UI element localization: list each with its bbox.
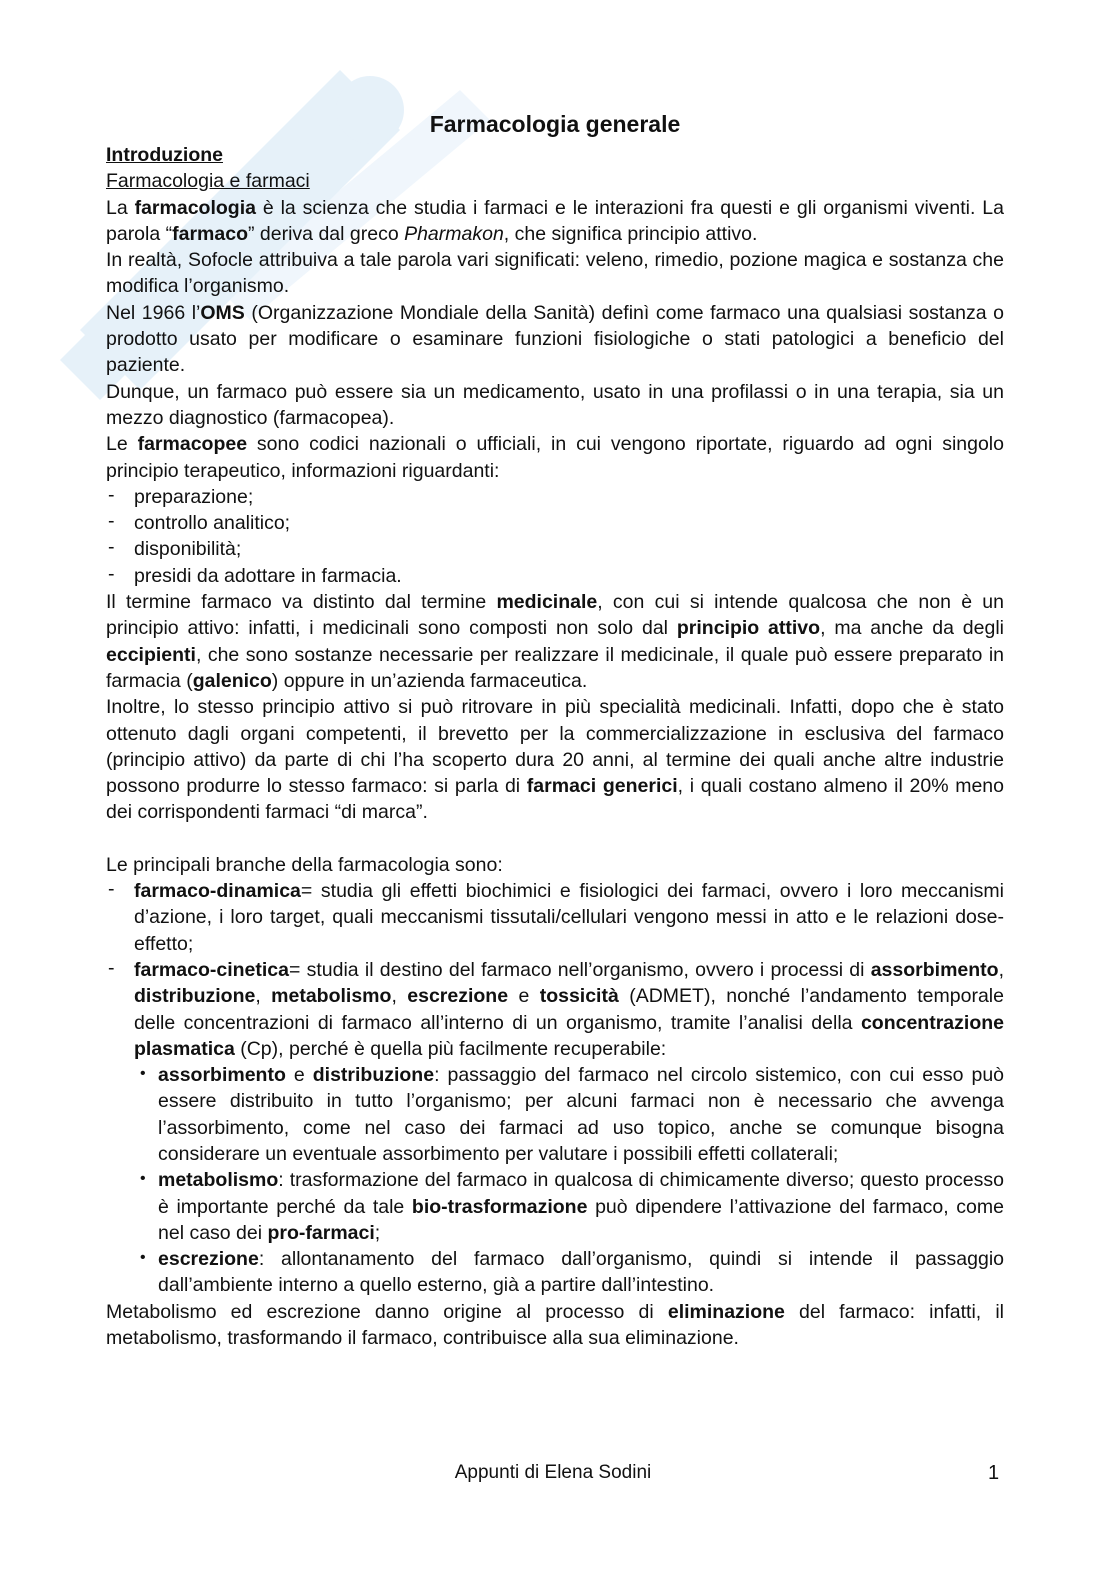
- admet-metabolismo: • metabolismo: trasformazione del farmaco in qualcosa di chimicamente diverso; questo processo è importante perché da tale bio-trasformazione può dipendere l’attivazione del farmaco, come nel caso dei pro-farmaci;: [134, 1167, 1004, 1246]
- section-heading: Introduzione: [106, 144, 223, 166]
- paragraph-sofocle: In realtà, Sofocle attribuiva a tale parola vari significati: veleno, rimedio, pozione magica e sostanza che modifica l’organismo.: [106, 249, 1004, 298]
- admet-escrezione: • escrezione: allontanamento del farmaco dall’organismo, quindi si intende il passaggio dall’ambiente interno a quello esterno, già a partire dall’intestino.: [134, 1246, 1004, 1299]
- paragraph-branche: Le principali branche della farmacologia sono:: [106, 853, 503, 876]
- list-item: - disponibilità;: [106, 536, 1004, 562]
- document-page: [106, 108, 1004, 1351]
- list-item: - controllo analitico;: [106, 510, 1004, 536]
- page-number: 1: [988, 1462, 1000, 1484]
- paragraph-eliminazione: Metabolismo ed escrezione danno origine al processo di eliminazione del farmaco: infatti, il metabolismo, trasformando il farmaco, contribuisce alla sua eliminazione.: [106, 1300, 1004, 1350]
- paragraph-medicamento: Dunque, un farmaco può essere sia un medicamento, usato in una profilassi o in una terapia, sia un mezzo diagnostico (farmacopea).: [106, 380, 1004, 429]
- branch-cinetica: - farmaco-cinetica= studia il destino del farmaco nell’organismo, ovvero i processi di assorbimento, distribuzione, metabolismo, escrezione e tossicità (ADMET), nonché l’andamento temporale delle concentrazioni di farmaco all’interno di un organismo, tramite l’analisi della concentrazione plasmatica (Cp), perché è quella più facilmente recuperabile:: [106, 957, 1004, 1062]
- list-item: - presidi da adottare in farmacia.: [106, 563, 1004, 589]
- paragraph-oms: Nel 1966 l’OMS (Organizzazione Mondiale della Sanità) definì come farmaco una qualsiasi sostanza o prodotto usato per modificare o esaminare funzioni fisiologiche o stati patologici a beneficio del paziente.: [106, 301, 1005, 377]
- paragraph-generici: Inoltre, lo stesso principio attivo si può ritrovare in più specialità medicinali. Infatti, dopo che è stato ottenuto dagli organi competenti, il brevetto per la commercializzazione in esclusiva del farmaco (principio attivo) da parte di chi l’ha scoperto dura 20 anni, al termine dei quali anche altre industrie possono produrre lo stesso farmaco: si parla di farmaci generici, i quali costano almeno il 20% meno dei corrispondenti farmaci “di marca”.: [106, 696, 1004, 824]
- list-item: - preparazione;: [106, 484, 1004, 510]
- branch-dinamica: - farmaco-dinamica= studia gli effetti biochimici e fisiologici dei farmaci, ovvero i loro meccanismi d’azione, i loro target, quali meccanismi tissutali/cellulari vengono messi in atto e le relazioni dose-effetto;: [106, 878, 1004, 957]
- spacer: [106, 826, 1004, 852]
- paragraph-definition: La farmacologia è la scienza che studia i farmaci e le interazioni fra questi e gli organismi viventi. La parola “farmaco” deriva dal greco Pharmakon, che significa principio attivo.: [106, 196, 1004, 245]
- footer-credit: Appunti di Elena Sodini: [454, 1462, 652, 1483]
- admet-assorbimento: • assorbimento e distribuzione: passaggio del farmaco nel circolo sistemico, con cui esso può essere distribuito in tutto l’organismo; per alcuni farmaci non è necessario che avvenga l’assorbimento, come nel caso dei farmaci ad uso topico, anche se comunque bisogna considerare un eventuale assorbimento per valutare i possibili effetti collaterali;: [134, 1062, 1004, 1167]
- farmacopee-list: [106, 484, 1004, 589]
- branches-list: [106, 878, 1004, 1062]
- paragraph-farmacopee: Le farmacopee sono codici nazionali o ufficiali, in cui vengono riportate, riguardo ad ogni singolo principio terapeutico, informazioni riguardanti:: [106, 433, 1004, 482]
- paragraph-medicinale: Il termine farmaco va distinto dal termine medicinale, con cui si intende qualcosa che non è un principio attivo: infatti, i medicinali sono composti non solo dal principio attivo, ma anche da degli eccipienti, che sono sostanze necessarie per realizzare il medicinale, il quale può essere preparato in farmacia (galenico) oppure in un’azienda farmaceutica.: [106, 591, 1004, 692]
- subsection-heading: Farmacologia e farmaci: [106, 170, 310, 193]
- document-title: Farmacologia generale: [429, 111, 681, 137]
- admet-list: [106, 1062, 1004, 1299]
